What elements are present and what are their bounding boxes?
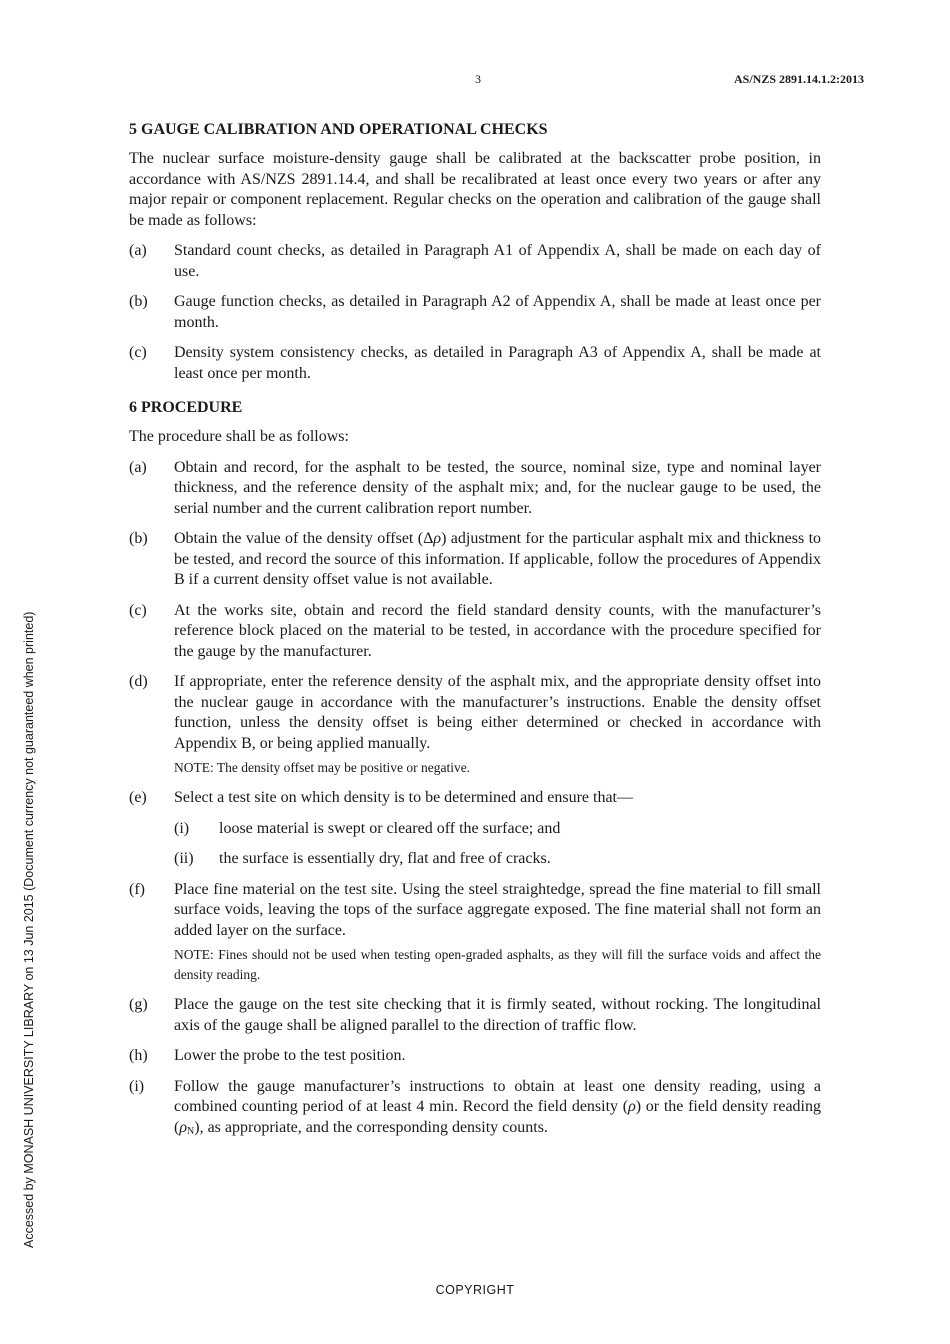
item-label: (b): [129, 293, 148, 310]
section-6: [129, 398, 821, 1142]
list-item: [129, 1046, 821, 1067]
item-label: (h): [129, 1047, 148, 1064]
subscript-n: N: [187, 1125, 195, 1137]
item-text-part: ) adjustment for the particular asphalt mix and thickness to be tested, and record the source of this information. If applicable, follow the procedures of Appendix B if a current density offset value is not available.: [174, 530, 822, 588]
item-text: Select a test site on which density is to be determined and ensure that—: [174, 789, 633, 806]
rho-symbol: ρ: [433, 530, 442, 547]
item-label: (b): [129, 530, 148, 547]
list-item: [129, 241, 821, 282]
item-label: (c): [129, 601, 147, 619]
item-label: (c): [129, 344, 147, 361]
subitem-text: the surface is essentially dry, flat and free of cracks.: [219, 850, 551, 867]
item-text-part: ) or the field density reading (: [174, 1098, 822, 1136]
sub-list-item: [174, 849, 821, 870]
note: NOTE: The density offset may be positive or negative.: [174, 760, 471, 775]
item-text: If appropriate, enter the reference density of the asphalt mix, and the appropriate density offset into the nuclear gauge in accordance with the manufacturer’s instructions. Enable the density offset function, unless the density offset is being either determined or checked in accordance with Appendix B, or being applied manually.: [174, 673, 821, 752]
list-item: [129, 458, 821, 520]
list-item: [129, 1077, 821, 1143]
section-6-heading: 6 PROCEDURE: [129, 399, 243, 416]
subitem-label: (i): [174, 819, 190, 837]
item-text: [174, 530, 821, 588]
item-text-part: ), as appropriate, and the corresponding density counts.: [194, 1118, 548, 1136]
list-item: [129, 343, 821, 384]
access-watermark: Accessed by MONASH UNIVERSITY LIBRARY on 13 Jun 2015 (Document currency not guaranteed when printed): [22, 611, 36, 1248]
item-text: Lower the probe to the test position.: [174, 1047, 406, 1064]
item-text: [174, 1078, 821, 1136]
section-5-intro: The nuclear surface moisture-density gauge shall be calibrated at the backscatter probe position, in accordance with AS/NZS 2891.14.4, and shall be recalibrated at least once every two years or after any major repair or component replacement. Regular checks on the operation and calibration of the gauge shall be made as follows:: [129, 150, 821, 229]
item-label: (d): [129, 673, 148, 690]
copyright-footer: COPYRIGHT: [435, 1283, 515, 1297]
section-5-heading: 5 GAUGE CALIBRATION AND OPERATIONAL CHECKS: [129, 121, 548, 138]
item-label: (a): [129, 242, 147, 259]
item-label: (f): [129, 880, 145, 898]
standard-reference: AS/NZS 2891.14.1.2:2013: [733, 72, 864, 86]
subitem-label: (ii): [174, 850, 194, 867]
item-label: (g): [129, 996, 148, 1013]
page-number: 3: [475, 72, 481, 86]
rho-symbol: ρ: [179, 1118, 188, 1136]
note: NOTE: Fines should not be used when testing open-graded asphalts, as they will fill the surface voids and affect the density reading.: [174, 947, 821, 982]
list-item: [129, 880, 821, 986]
list-item: [129, 995, 821, 1036]
list-item: [129, 788, 821, 870]
section-6-intro: The procedure shall be as follows:: [129, 428, 349, 445]
item-text: Obtain and record, for the asphalt to be tested, the source, nominal size, type and nominal layer thickness, and the reference density of the asphalt mix; and, for the nuclear gauge to be used, the serial number and the current calibration report number.: [174, 458, 821, 517]
item-text: At the works site, obtain and record the field standard density counts, with the manufacturer’s reference block placed on the material to be tested, in accordance with the procedure specified for the gauge by the manufacturer.: [174, 601, 821, 660]
list-item: [129, 529, 821, 591]
sub-list-item: [174, 819, 821, 840]
item-text-part: Obtain the value of the density offset (Δ: [174, 530, 434, 547]
list-item: [129, 292, 821, 333]
item-label: (a): [129, 458, 147, 476]
rho-symbol: ρ: [628, 1098, 636, 1115]
item-label: (e): [129, 789, 147, 806]
item-text: Place the gauge on the test site checking that it is firmly seated, without rocking. The longitudinal axis of the gauge shall be aligned parallel to the direction of traffic flow.: [174, 996, 821, 1034]
list-item: [129, 672, 821, 778]
item-label: (i): [129, 1077, 145, 1095]
item-text: Place fine material on the test site. Using the steel straightedge, spread the fine material to fill small surface voids, leaving the tops of the surface aggregate exposed. The fine material shall not form an added layer on the surface.: [174, 880, 821, 939]
item-text-part: Follow the gauge manufacturer’s instructions to obtain at least one density reading, using a combined counting period of at least 4 min. Record the field density (: [174, 1077, 821, 1115]
list-item: [129, 601, 821, 663]
subitem-text: loose material is swept or cleared off the surface; and: [219, 819, 561, 837]
item-text: Density system consistency checks, as detailed in Paragraph A3 of Appendix A, shall be made at least once per month.: [174, 344, 821, 382]
section-5: [129, 120, 821, 384]
item-text: Standard count checks, as detailed in Paragraph A1 of Appendix A, shall be made on each day of use.: [174, 242, 821, 280]
item-text: Gauge function checks, as detailed in Paragraph A2 of Appendix A, shall be made at least once per month.: [174, 293, 821, 331]
document-body: [129, 120, 821, 1152]
